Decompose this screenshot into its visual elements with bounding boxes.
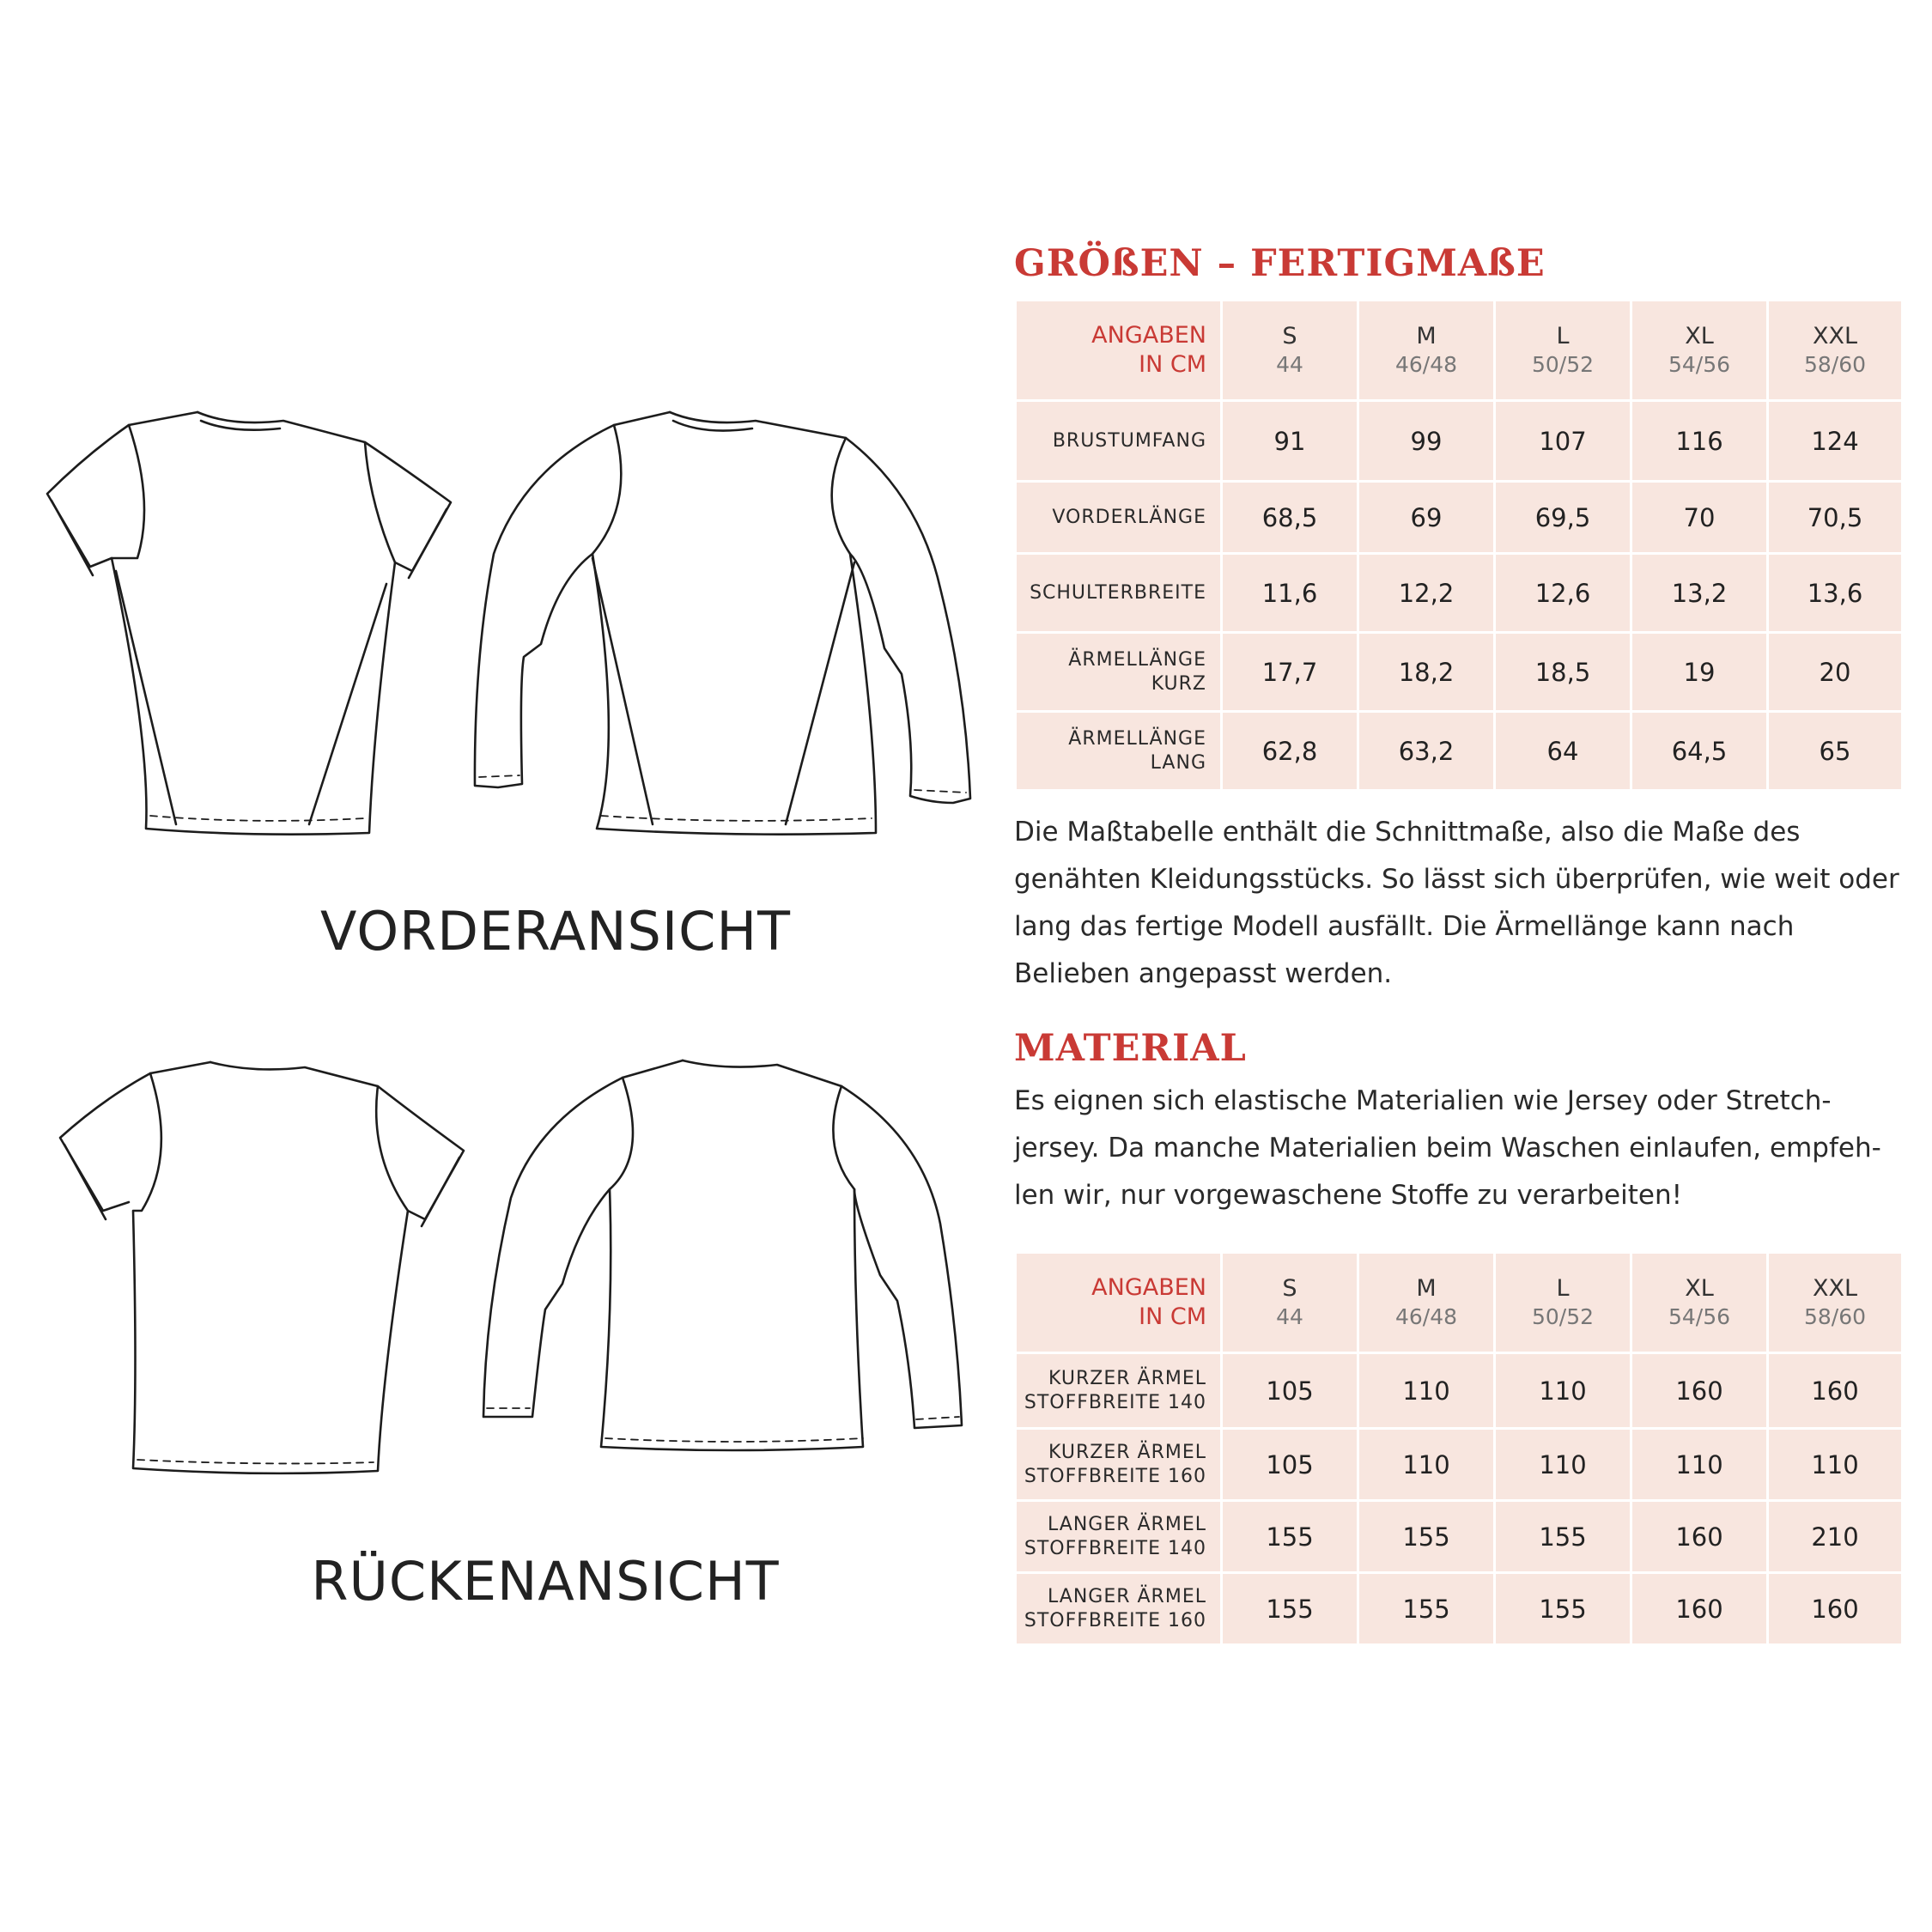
table-cell: 110 bbox=[1358, 1429, 1495, 1501]
back-view-label: RÜCKENANSICHT bbox=[311, 1550, 780, 1613]
row-label: BRUSTUMFANG bbox=[1016, 401, 1222, 482]
table-cell: 64,5 bbox=[1631, 712, 1768, 791]
table-cell: 105 bbox=[1222, 1429, 1358, 1501]
row-label: SCHULTERBREITE bbox=[1016, 554, 1222, 633]
table-row bbox=[1016, 554, 1903, 633]
table-cell: 12,2 bbox=[1358, 554, 1495, 633]
measurement-note: Die Maßtabelle enthält die Schnittmaße, also die Maße des genähten Kleidungsstücks. So lässt sich überprüfen, wie weit oder lang das fertige Modell ausfällt. Die Ärmellänge kann nach Belieben angepasst werden. bbox=[1014, 817, 1899, 989]
table-cell: 155 bbox=[1222, 1501, 1358, 1573]
table-row bbox=[1016, 401, 1903, 482]
table-cell: 107 bbox=[1495, 401, 1631, 482]
table-row bbox=[1016, 712, 1903, 791]
size-header: M 46/48 bbox=[1358, 301, 1495, 401]
table-cell: 13,2 bbox=[1631, 554, 1768, 633]
front-short-sleeve-drawing bbox=[34, 399, 464, 846]
table-cell: 160 bbox=[1631, 1501, 1768, 1573]
table-cell: 99 bbox=[1358, 401, 1495, 482]
size-header: XL 54/56 bbox=[1631, 301, 1768, 401]
table-cell: 69,5 bbox=[1495, 482, 1631, 554]
table-cell: 155 bbox=[1495, 1501, 1631, 1573]
table-cell: 155 bbox=[1222, 1573, 1358, 1645]
table-cell: 64 bbox=[1495, 712, 1631, 791]
table-cell: 18,2 bbox=[1358, 633, 1495, 712]
table-cell: 69 bbox=[1358, 482, 1495, 554]
table-cell: 160 bbox=[1768, 1573, 1903, 1645]
corner-line-1: ANGABEN bbox=[1091, 1274, 1206, 1301]
table-cell: 124 bbox=[1768, 401, 1903, 482]
row-label: ÄRMELLÄNGE KURZ bbox=[1016, 633, 1222, 712]
sizes-section-title: GRÖßEN – FERTIGMAßE bbox=[1014, 242, 1546, 285]
table-cell: 91 bbox=[1222, 401, 1358, 482]
table-cell: 63,2 bbox=[1358, 712, 1495, 791]
table-cell: 110 bbox=[1495, 1429, 1631, 1501]
table-cell: 13,6 bbox=[1768, 554, 1903, 633]
size-header: XXL 58/60 bbox=[1768, 1253, 1903, 1353]
back-long-sleeve-drawing bbox=[477, 1052, 983, 1464]
fabric-requirement-table bbox=[1014, 1251, 1904, 1646]
size-header: XXL 58/60 bbox=[1768, 301, 1903, 401]
corner-line-2: IN CM bbox=[1139, 1303, 1206, 1330]
row-label: ÄRMELLÄNGE LANG bbox=[1016, 712, 1222, 791]
table-cell: 110 bbox=[1495, 1353, 1631, 1429]
table-cell: 160 bbox=[1768, 1353, 1903, 1429]
table-header-row bbox=[1016, 301, 1903, 401]
table-cell: 155 bbox=[1358, 1573, 1495, 1645]
row-label: LANGER ÄRMEL STOFFBREITE 160 bbox=[1016, 1573, 1222, 1645]
table-header-row bbox=[1016, 1253, 1903, 1353]
row-label: KURZER ÄRMEL STOFFBREITE 160 bbox=[1016, 1429, 1222, 1501]
row-label: KURZER ÄRMEL STOFFBREITE 140 bbox=[1016, 1353, 1222, 1429]
size-header: XL 54/56 bbox=[1631, 1253, 1768, 1353]
material-section-title: MATERIAL bbox=[1014, 1027, 1247, 1070]
table-corner-label bbox=[1016, 1253, 1222, 1353]
material-text: Es eignen sich elastische Materialien wie Jersey oder Stretch-jersey. Da manche Materialien beim Waschen einlaufen, empfeh-len wir, nur vorgewaschene Stoffe zu verarbeiten! bbox=[1014, 1085, 1881, 1211]
table-cell: 160 bbox=[1631, 1573, 1768, 1645]
table-row bbox=[1016, 1573, 1903, 1645]
finished-measurements-table bbox=[1014, 299, 1904, 792]
table-row bbox=[1016, 1501, 1903, 1573]
table-row bbox=[1016, 633, 1903, 712]
front-view-label: VORDERANSICHT bbox=[320, 900, 791, 963]
size-header: S 44 bbox=[1222, 301, 1358, 401]
table-row bbox=[1016, 482, 1903, 554]
table-cell: 12,6 bbox=[1495, 554, 1631, 633]
table-cell: 70 bbox=[1631, 482, 1768, 554]
back-short-sleeve-drawing bbox=[47, 1052, 477, 1498]
table-cell: 155 bbox=[1358, 1501, 1495, 1573]
size-header: L 50/52 bbox=[1495, 301, 1631, 401]
table-cell: 20 bbox=[1768, 633, 1903, 712]
size-header: M 46/48 bbox=[1358, 1253, 1495, 1353]
table-cell: 116 bbox=[1631, 401, 1768, 482]
table-cell: 65 bbox=[1768, 712, 1903, 791]
table-cell: 160 bbox=[1631, 1353, 1768, 1429]
table-cell: 68,5 bbox=[1222, 482, 1358, 554]
table-cell: 105 bbox=[1222, 1353, 1358, 1429]
table-cell: 18,5 bbox=[1495, 633, 1631, 712]
size-header: S 44 bbox=[1222, 1253, 1358, 1353]
table-corner-label bbox=[1016, 301, 1222, 401]
table-cell: 62,8 bbox=[1222, 712, 1358, 791]
table-cell: 110 bbox=[1358, 1353, 1495, 1429]
corner-line-1: ANGABEN bbox=[1091, 322, 1206, 349]
table-cell: 155 bbox=[1495, 1573, 1631, 1645]
corner-line-2: IN CM bbox=[1139, 351, 1206, 378]
row-label: LANGER ÄRMEL STOFFBREITE 140 bbox=[1016, 1501, 1222, 1573]
table-cell: 110 bbox=[1631, 1429, 1768, 1501]
table-cell: 70,5 bbox=[1768, 482, 1903, 554]
table-cell: 110 bbox=[1768, 1429, 1903, 1501]
table-cell: 19 bbox=[1631, 633, 1768, 712]
table-cell: 17,7 bbox=[1222, 633, 1358, 712]
table-row bbox=[1016, 1353, 1903, 1429]
row-label: VORDERLÄNGE bbox=[1016, 482, 1222, 554]
table-row bbox=[1016, 1429, 1903, 1501]
table-cell: 210 bbox=[1768, 1501, 1903, 1573]
size-header: L 50/52 bbox=[1495, 1253, 1631, 1353]
table-cell: 11,6 bbox=[1222, 554, 1358, 633]
front-long-sleeve-drawing bbox=[472, 399, 979, 846]
